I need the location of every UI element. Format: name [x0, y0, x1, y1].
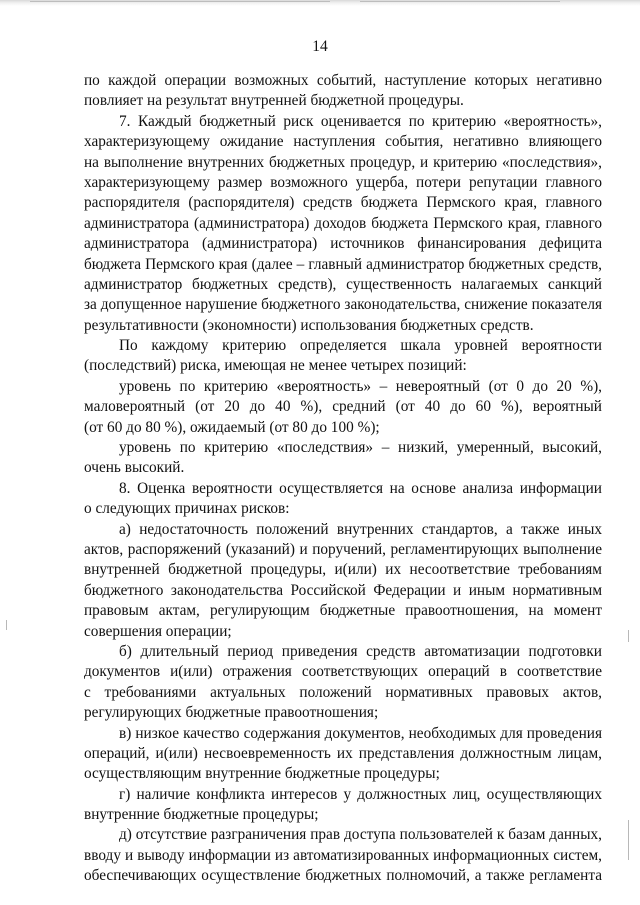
- text-line: администратора (администратора) доходов бюджета Пермского края, главного: [84, 214, 602, 232]
- text-line: совершения операции;: [84, 622, 232, 640]
- text-line: администратора (администратора) источников финансирования дефицита: [84, 235, 602, 253]
- scan-artifact-line: [360, 1, 560, 2]
- scan-margin-mark: [628, 630, 629, 642]
- text-line: вводу и выводу информации из автоматизированных информационных систем,: [84, 846, 602, 864]
- text-line: администратор бюджетных средств), существенность налагаемых санкций: [84, 275, 602, 293]
- text-line: бюджетного законодательства Российской Федерации и иным нормативным: [84, 581, 602, 599]
- text-line: на выполнение внутренних бюджетных процедур, и критерию «последствия»,: [84, 153, 602, 171]
- text-line: г) наличие конфликта интересов у должностных лиц, осуществляющих: [119, 785, 602, 803]
- text-line: характеризующему размер возможного ущерба, потери репутации главного: [84, 173, 602, 191]
- scan-margin-mark: [628, 820, 629, 860]
- text-line: очень высокий.: [84, 459, 185, 477]
- text-line: уровень по критерию «последствия» – низкий, умеренный, высокий,: [119, 439, 602, 457]
- text-line: внутренние бюджетные процедуры;: [84, 806, 319, 824]
- scan-margin-mark: [6, 620, 7, 630]
- text-line: д) отсутствие разграничения прав доступа пользователей к базам данных,: [119, 826, 602, 844]
- text-line: маловероятный (от 20 до 40 %), средний (от 40 до 60 %), вероятный: [84, 398, 602, 416]
- text-line: актов, распоряжений (указаний) и поручений, регламентирующих выполнение: [84, 540, 602, 558]
- text-line: 8. Оценка вероятности осуществляется на основе анализа информации: [119, 479, 602, 497]
- text-line: результативности (экономности) использования бюджетных средств.: [84, 316, 534, 334]
- text-line: а) недостаточность положений внутренних стандартов, а также иных: [119, 520, 602, 538]
- text-line: операций, и(или) несвоевременность их представления должностным лицам,: [84, 744, 602, 762]
- text-line: внутренней бюджетной процедуры, и(или) их несоответствие требованиям: [84, 561, 602, 579]
- text-line: уровень по критерию «вероятность» – невероятный (от 0 до 20 %),: [119, 377, 602, 395]
- text-line: 7. Каждый бюджетный риск оценивается по критерию «вероятность»,: [119, 112, 602, 130]
- text-line: распорядителя (распорядителя) средств бюджета Пермского края, главного: [84, 194, 602, 212]
- text-line: повлияет на результат внутренней бюджетной процедуры.: [84, 92, 464, 110]
- text-line: (от 60 до 80 %), ожидаемый (от 80 до 100 %);: [84, 418, 380, 436]
- text-line: б) длительный период приведения средств автоматизации подготовки: [119, 642, 602, 660]
- text-line: По каждому критерию определяется шкала уровней вероятности: [119, 337, 602, 355]
- text-line: осуществляющим внутренние бюджетные процедуры;: [84, 765, 440, 783]
- text-line: о следующих причинах рисков:: [84, 500, 290, 518]
- text-line: обеспечивающих осуществление бюджетных полномочий, а также регламента: [84, 867, 602, 885]
- scan-artifact-line: [30, 1, 330, 2]
- text-line: с требованиями актуальных положений нормативных правовых актов,: [84, 683, 602, 701]
- text-line: правовым актам, регулирующим бюджетные правоотношения, на момент: [84, 602, 602, 620]
- text-line: за допущенное нарушение бюджетного законодательства, снижение показателя: [84, 296, 602, 314]
- text-line: регулирующих бюджетные правоотношения;: [84, 704, 379, 722]
- text-line: в) низкое качество содержания документов, необходимых для проведения: [119, 724, 602, 742]
- text-line: по каждой операции возможных событий, наступление которых негативно: [84, 72, 602, 89]
- text-line: характеризующему ожидание наступления события, негативно влияющего: [84, 133, 602, 151]
- text-line: (последствий) риска, имеющая не менее четырех позиций:: [84, 357, 467, 375]
- text-line: бюджета Пермского края (далее – главный администратор бюджетных средств,: [84, 255, 602, 273]
- page-number: 14: [312, 38, 328, 55]
- document-body: [84, 71, 602, 887]
- text-line: документов и(или) отражения соответствующих операций в соответствие: [84, 663, 602, 681]
